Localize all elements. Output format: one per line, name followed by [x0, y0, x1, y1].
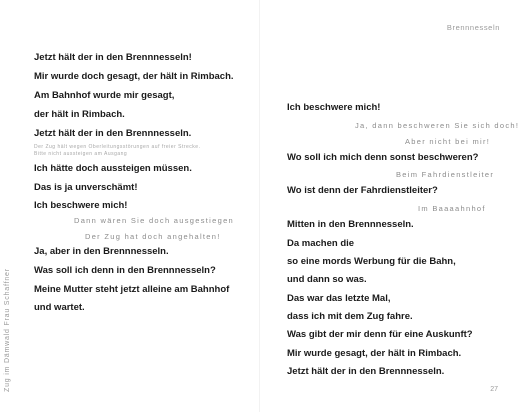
dialogue-line: Das is ja unverschämt!: [34, 182, 138, 193]
fine-print-line: Bitte nicht aussteigen am Ausgang: [34, 151, 128, 157]
dialogue-line: Was gibt der mir denn für eine Auskunft?: [287, 329, 473, 340]
dialogue-line: und dann so was.: [287, 274, 367, 285]
aside-line: Der Zug hat doch angehalten!: [85, 232, 221, 241]
running-head: Brennnesseln: [446, 23, 500, 32]
dialogue-line: Das war das letzte Mal,: [287, 293, 391, 304]
dialogue-line: Ja, aber in den Brennnesseln.: [34, 246, 169, 257]
dialogue-line: Jetzt hält der in den Brennnesseln.: [287, 366, 445, 377]
aside-line: Beim Fahrdienstleiter: [396, 170, 495, 179]
book-gutter: [259, 0, 260, 412]
dialogue-line: Wo soll ich mich denn sonst beschweren?: [287, 152, 479, 163]
dialogue-line: Jetzt hält der in den Brennnesseln.: [34, 128, 192, 139]
dialogue-line: Mitten in den Brennnesseln.: [287, 219, 414, 230]
dialogue-line: Da machen die: [287, 238, 355, 249]
aside-line: Aber nicht bei mir!: [405, 137, 491, 146]
page-number: 27: [490, 386, 498, 393]
dialogue-line: Jetzt hält der in den Brennnesseln!: [34, 52, 192, 63]
dialogue-line: Am Bahnhof wurde mir gesagt,: [34, 90, 175, 101]
fine-print-line: Der Zug hält wegen Oberleitungsstörungen auf freier Strecke.: [34, 144, 201, 150]
dialogue-line: Ich beschwere mich!: [34, 200, 128, 211]
dialogue-line: Mir wurde doch gesagt, der hält in Rimbach.: [34, 71, 234, 82]
dialogue-line: Ich hätte doch aussteigen müssen.: [34, 163, 192, 174]
aside-line: Ja, dann beschweren Sie sich doch!: [355, 121, 520, 130]
dialogue-line: Meine Mutter steht jetzt alleine am Bahnhof: [34, 284, 230, 295]
dialogue-line: Wo ist denn der Fahrdienstleiter?: [287, 185, 438, 196]
dialogue-line: der hält in Rimbach.: [34, 109, 125, 120]
aside-line: Dann wären Sie doch ausgestiegen: [74, 216, 235, 225]
dialogue-line: so eine mords Werbung für die Bahn,: [287, 256, 456, 267]
dialogue-line: und wartet.: [34, 302, 85, 313]
dialogue-line: Ich beschwere mich!: [287, 102, 381, 113]
dialogue-line: Mir wurde gesagt, der hält in Rimbach.: [287, 348, 462, 359]
dialogue-line: dass ich mit dem Zug fahre.: [287, 311, 413, 322]
aside-line: Im Baaaahnhof: [418, 204, 486, 213]
spine-text: Zug im Dämwald Frau Schaffner: [4, 268, 11, 392]
dialogue-line: Was soll ich denn in den Brennnesseln?: [34, 265, 216, 276]
